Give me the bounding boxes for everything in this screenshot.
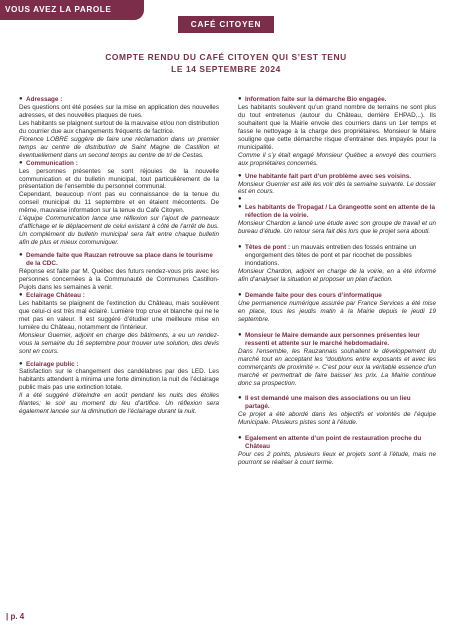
page-number: | p. 4	[6, 612, 25, 621]
public-title: Eclairage public :	[26, 360, 79, 368]
public-text: Satisfaction sur le changement des candélabres par des LED. Les habitants attendent à minima une forte diminution la nuit de l’éclairage public mais pas une extinction totale.	[19, 368, 219, 392]
bullet-icon: ●	[238, 204, 242, 211]
bio-title: Information faite sur la démarche Bio engagée.	[245, 96, 387, 103]
bio-response: Comme il s’y était engagé Monsieur Québec a envoyé des courriers aux propriétaires concernés.	[238, 151, 436, 167]
communication-response: L’équipe Communication lance une réflexion sur l’ajout de panneaux d’affichage et le déplacement de celui existant à côté de l’arrêt de bus. Un complément du bulletin municipal sera fait entre chaque bulletin afin de plus et mieux communiquer.	[19, 215, 219, 247]
bullet-icon: ●	[238, 331, 242, 338]
page-subtitle: LE 14 SEPTEMBRE 2024	[171, 64, 281, 74]
bullet-bio	[238, 96, 436, 104]
bullet-adressage	[19, 96, 219, 104]
tetes-text: un mauvais entretien des fossés entraine un engorgement des têtes de pont et par ricochet de possibles inondations.	[245, 244, 417, 268]
bio-text: Les habitants soulèvent qu’un grand nombre de terrains ne sont plus du tout entretenus (autour du Château, derrière EHPAD,..). Ils souhaitent que la Mairie envoie des courriers dans un 1er temps et fasse le nettoyage à la charge des propriétaires. Monsieur le Maire souligne que cette démarche risque d’entrainer des impayés pour la municipalité.	[238, 103, 436, 151]
public-response: Il a été suggéré d’éteindre en août pendant les nuits des étoiles filantes; le soir au moment du feu d’artifice. Un réflexion sera également lancée sur la diminution de l’éclairage durant la nuit.	[19, 392, 219, 416]
rauzan-text: Réponse est faite par M. Québec des futurs rendez-vous pris avec les personnes concernées à la Communauté de Communes Castillon-Pujols dans les semaines à venir.	[19, 268, 219, 291]
bullet-empty	[238, 196, 436, 204]
bullet-info	[238, 292, 436, 300]
tetes-response: Monsieur Chardon, adjoint en charge de la voirie, en a été informé afin d’analyser la situation et proposer un plan d’action.	[238, 268, 436, 284]
bullet-marche	[238, 332, 436, 348]
bullet-icon: ●	[238, 395, 242, 402]
chateau-title: Eclairage Château :	[26, 291, 85, 299]
bullet-rauzan	[19, 252, 219, 268]
resto-title: Egalement en attente d’un point de restauration proche du Château	[245, 435, 422, 451]
chateau-text: Les habitants se plaignent de l’extinction du Château, mais soulèvent que celui-ci est très mal éclairé. Lumière trop crue et blanche qui ne le met pas en valeur. Il est suggéré d’étudier une meilleure mise en lumière du Château, notamment de l’intérieur.	[19, 299, 219, 331]
marche-title: Monsieur le Maire demande aux personnes présentes leur ressenti et attente sur le marché hebdomadaire.	[245, 331, 420, 347]
bullet-icon: ●	[19, 291, 23, 298]
bullet-icon: ●	[19, 96, 23, 102]
adressage-text-1: Des questions ont été posées sur la mise en application des nouvelles adresses, et des nouvelles plaques de rues.	[19, 103, 219, 119]
bullet-icon: ●	[19, 252, 23, 259]
bullet-icon: ●	[238, 172, 242, 179]
bullet-icon: ●	[238, 291, 242, 298]
bullet-public	[19, 361, 219, 369]
info-response: Une permanence numérique assurée par France Services a été mise en place, tous les jeudis matin à la Mairie depuis le jeudi 19 septembre.	[238, 299, 436, 323]
tropagat-response: Monsieur Chardon a lancé une étude avec son groupe de travail et un bureau d’étude. Un retour sera fait dès lors que le projet sera abouti.	[238, 220, 436, 236]
bullet-communication	[19, 160, 219, 168]
bullet-icon: ●	[238, 196, 242, 203]
rauzan-title: Demande faite que Rauzan retrouve sa place dans le tourisme de la CDC.	[26, 252, 213, 268]
bullet-icon: ●	[19, 159, 23, 166]
corner-banner: VOUS AVEZ LA PAROLE	[0, 0, 144, 20]
tropagat-title: Les habitants de Tropagat / La Grangeotte sont en attente de la réfection de la voirie.	[245, 204, 435, 220]
asso-response: Ce projet a été abordé dans les objectifs et volontés de l’équipe Municipale. Plusieurs pistes sont à l’étude.	[238, 411, 436, 427]
bullet-tropagat	[238, 204, 436, 220]
bullet-icon: ●	[238, 244, 242, 251]
communication-text-1: Les personnes présentes se sont réjouies de la nouvelle communication et du bulletin municipal, tout particulièrement de la présentation de l’ensemble du personnel communal.	[19, 167, 219, 191]
chateau-response: Monsieur Guerrier, adjoint en charge des bâtiments, a eu un rendez-vous la semaine du 16 septembre pour trouver une solution, des devis sont en cours.	[19, 331, 219, 355]
adressage-text-2: Les habitants se plaignent surtout de la mauvaise et/ou non distribution du courrier due aux changements fréquents de factrice.	[19, 119, 219, 135]
bullet-icon: ●	[19, 360, 23, 367]
bullet-resto	[238, 435, 436, 451]
bullet-icon: ●	[238, 96, 242, 102]
marche-response: Dans l’ensemble, les Rauzannais souhaitent le développement du marché tout en acceptant les “doublons entre exposants et avec les commerçants de proximité ». C’est pour eux la véritable essence d’un marché et permettrait de faire baisser les prix. La Mairie continue donc sa prospection.	[238, 347, 436, 387]
adressage-response: Florence LOBRE suggère de faire une réclamation dans un premier temps au centre de distribution de Saint Magne de Castillon et éventuellement dans un second temps au centre de tri de Cestas.	[19, 135, 219, 159]
right-column	[238, 96, 436, 467]
info-title: Demande faite pour des cours d’informatique	[245, 291, 382, 299]
left-column	[19, 96, 219, 416]
voisins-response: Monsieur Guerrier est allé les voir dès la semaine suivante. Le dossier est en cours.	[238, 180, 436, 196]
communication-text-2: Cependant, beaucoup n’ont pas eu connaissance de la tenue du conseil municipal du 11 septembre et en étaient mécontents. De même, mauvaise information sur la tenue du Café Citoyen.	[19, 191, 219, 215]
adressage-title: Adressage :	[26, 96, 63, 103]
section-tag: CAFÉ CITOYEN	[178, 16, 274, 33]
bullet-voisins	[238, 173, 436, 181]
communication-title: Communication :	[26, 159, 78, 167]
bullet-asso	[238, 395, 436, 411]
voisins-title: Une habitante fait part d’un problème avec ses voisins.	[245, 172, 412, 180]
bullet-tetes	[238, 244, 436, 268]
asso-title: Il est demandé une maison des associations ou un lieu partagé.	[245, 395, 411, 411]
bullet-icon: ●	[238, 435, 242, 442]
resto-response: Pour ces 2 points, plusieurs lieux et projets sont à l’étude, mais ne pourront se réaliser à court terme.	[238, 451, 436, 467]
bullet-chateau	[19, 292, 219, 300]
tetes-title: Têtes de pont :	[245, 244, 291, 252]
page-title: COMPTE RENDU DU CAFÉ CITOYEN QUI S’EST TENU	[105, 52, 347, 62]
